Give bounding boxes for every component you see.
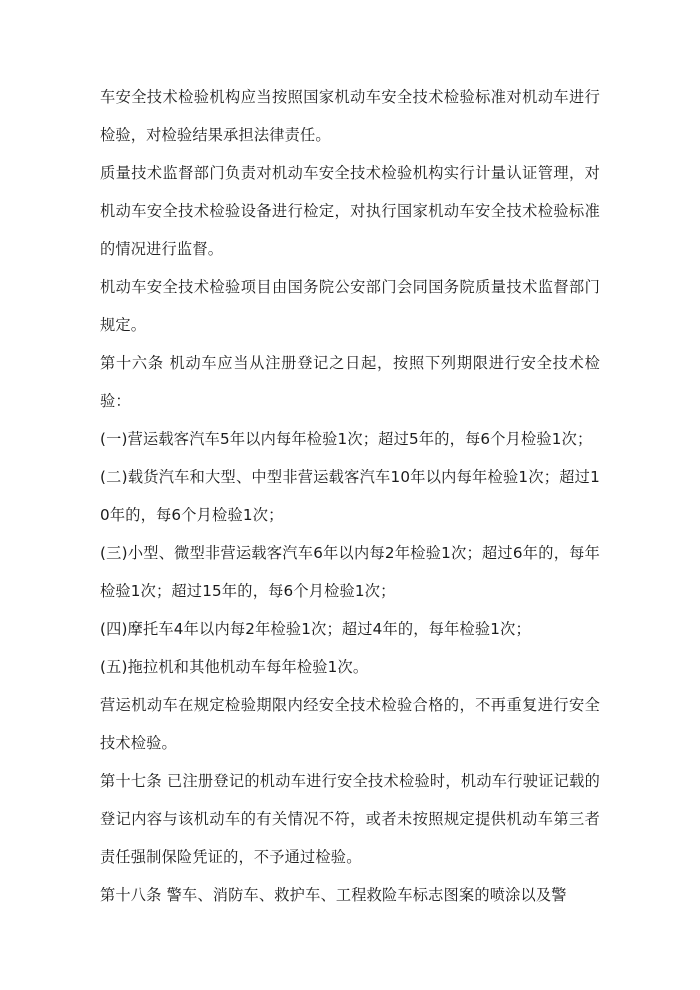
- article-sixteen-paragraph: 第十六条 机动车应当从注册登记之日起，按照下列期限进行安全技术检验：: [100, 354, 600, 410]
- list-item: (五)拖拉机和其他机动车每年检验1次。: [100, 658, 369, 676]
- list-item: (三)小型、微型非营运载客汽车6年以内每2年检验1次；超过6年的，每年检验1次；超过15年的，每6个月检验1次；: [100, 544, 600, 600]
- paragraph: 质量技术监督部门负责对机动车安全技术检验机构实行计量认证管理，对机动车安全技术检验设备进行检定，对执行国家机动车安全技术检验标准的情况进行监督。: [100, 164, 600, 258]
- list-item: (二)载货汽车和大型、中型非营运载客汽车10年以内每年检验1次；超过10年的，每6个月检验1次；: [100, 468, 600, 524]
- article-seventeen-paragraph: 第十七条 已注册登记的机动车进行安全技术检验时，机动车行驶证记载的登记内容与该机动车的有关情况不符，或者未按照规定提供机动车第三者责任强制保险凭证的，不予通过检验。: [100, 772, 600, 866]
- paragraph: 机动车安全技术检验项目由国务院公安部门会同国务院质量技术监督部门规定。: [100, 278, 600, 334]
- paragraph: 车安全技术检验机构应当按照国家机动车安全技术检验标准对机动车进行检验，对检验结果承担法律责任。: [100, 88, 600, 144]
- list-item: (一)营运载客汽车5年以内每年检验1次；超过5年的，每6个月检验1次；: [100, 430, 593, 448]
- paragraph: 营运机动车在规定检验期限内经安全技术检验合格的，不再重复进行安全技术检验。: [100, 696, 600, 752]
- list-item: (四)摩托车4年以内每2年检验1次；超过4年的，每年检验1次；: [100, 620, 531, 638]
- article-eighteen-paragraph: 第十八条 警车、消防车、救护车、工程救险车标志图案的喷涂以及警: [100, 886, 567, 904]
- document-body: [100, 78, 600, 914]
